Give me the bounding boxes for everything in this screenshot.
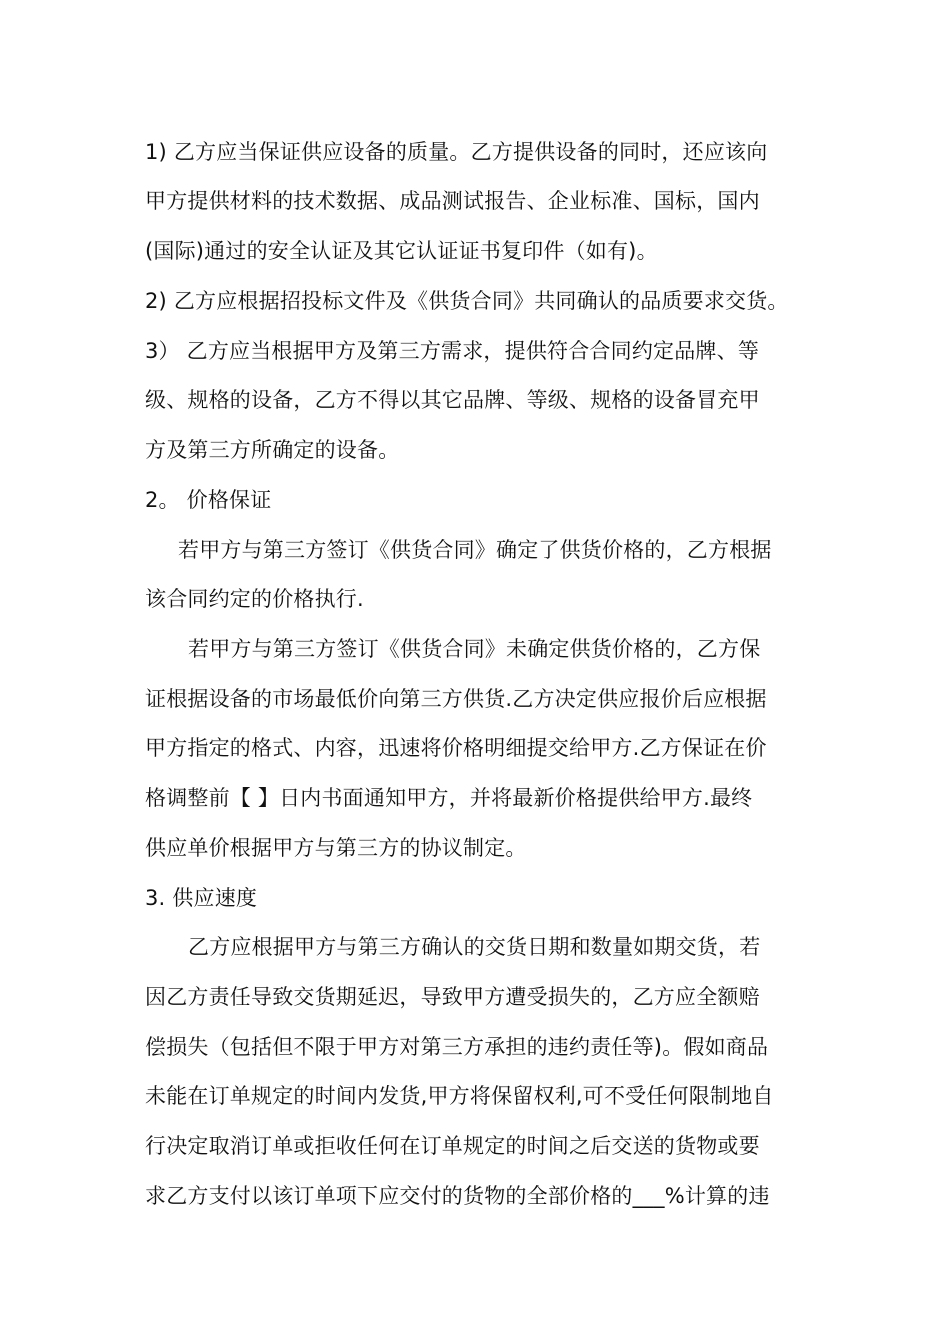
text-line: 若甲方与第三方签订《供货合同》未确定供货价格的，乙方保: [188, 637, 761, 661]
text-line: 证根据设备的市场最低价向第三方供货.乙方决定供应报价后应根据: [145, 687, 767, 711]
text-line: 级、规格的设备，乙方不得以其它品牌、等级、规格的设备冒充甲: [145, 388, 760, 412]
text-line: 因乙方责任导致交货期延迟，导致甲方遭受损失的，乙方应全额赔: [145, 985, 760, 1009]
text-line: 行决定取消订单或拒收任何在订单规定的时间之后交送的货物或要: [145, 1134, 760, 1158]
text-line: (国际)通过的安全认证及其它认证证书复印件（如有)。: [145, 239, 658, 263]
text-line: 乙方应根据甲方与第三方确认的交货日期和数量如期交货，若: [188, 935, 761, 959]
text-line: 甲方提供材料的技术数据、成品测试报告、企业标准、国标，国内: [145, 189, 760, 213]
text-line: 该合同约定的价格执行.: [145, 587, 364, 611]
text-line: 未能在订单规定的时间内发货,甲方将保留权利,可不受任何限制地自: [145, 1084, 774, 1108]
text-line: 偿损失（包括但不限于甲方对第三方承担的违约责任等)。假如商品: [145, 1035, 769, 1059]
text-line: 供应单价根据甲方与第三方的协议制定。: [145, 836, 527, 860]
text-line: 3） 乙方应当根据甲方及第三方需求，提供符合合同约定品牌、等: [145, 339, 760, 363]
section-heading: 2。 价格保证: [145, 488, 272, 512]
text-line: 2) 乙方应根据招投标文件及《供货合同》共同确认的品质要求交货。: [145, 289, 789, 313]
section-heading: 3. 供应速度: [145, 886, 258, 910]
text-line: 求乙方支付以该订单项下应交付的货物的全部价格的___%计算的违: [145, 1184, 770, 1208]
text-line: 格调整前【 】日内书面通知甲方，并将最新价格提供给甲方.最终: [145, 786, 753, 810]
text-line: 方及第三方所确定的设备。: [145, 438, 400, 462]
text-line: 若甲方与第三方签订《供货合同》确定了供货价格的，乙方根据: [178, 538, 772, 562]
text-line: 1) 乙方应当保证供应设备的质量。乙方提供设备的同时，还应该向: [145, 140, 768, 164]
text-line: 甲方指定的格式、内容，迅速将价格明细提交给甲方.乙方保证在价: [145, 736, 767, 760]
